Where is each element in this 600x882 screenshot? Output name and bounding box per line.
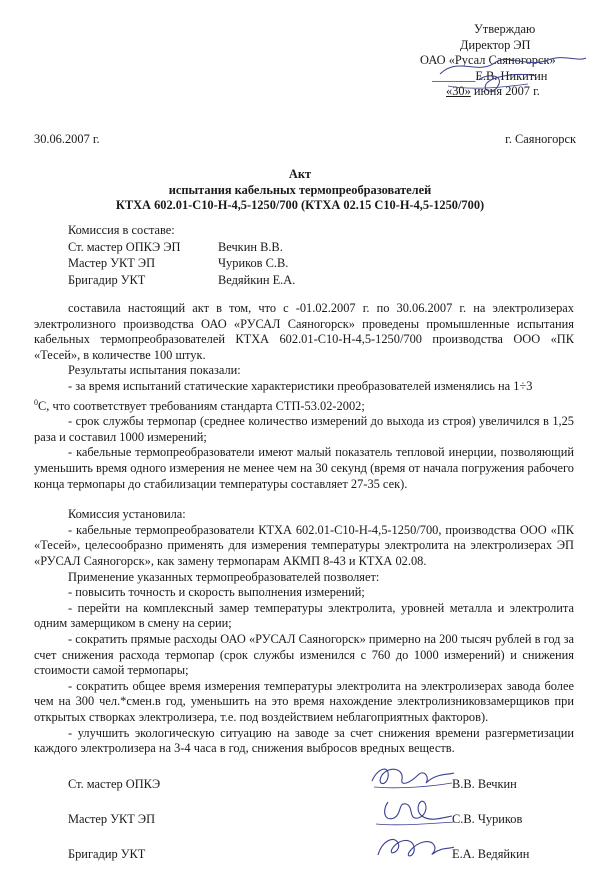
signature-row	[68, 847, 588, 882]
signer-name: С.В. Чуриков	[452, 812, 523, 826]
act-body	[34, 301, 574, 757]
signer-position: Бригадир УКТ	[68, 847, 146, 861]
degree-mark: 0	[34, 397, 38, 407]
results-heading: Результаты испытания показали:	[68, 363, 241, 378]
benefit-item: - сократить общее время измерения температуры электролита на электролизерах завода более чем на 300 чел.*смен.в год, уменьшить на это время нахождение электролизниковзамерщиков при открытых створках электролизера, т.е. под воздействием неблагоприятных факторов).	[34, 678, 574, 724]
benefit-item: - повысить точность и скорость выполнения измерений;	[68, 585, 365, 600]
member-name: Чуриков С.В.	[218, 256, 289, 270]
spacer	[34, 492, 574, 507]
handwritten-signature	[368, 831, 458, 865]
body-paragraph: составила настоящий акт в том, что с -01.02.2007 г. по 30.06.2007 г. на электролизерах электролизного производства ОАО «РУСАЛ Саяногорск» проведены промышленные испытания кабельных термопреобразователей КТХА 602.01-С10-Н-4,5-1250/700 производства ООО «ПК «Тесей», в количестве 100 штук.	[34, 301, 574, 362]
commission-member	[68, 255, 295, 272]
doc-title: Акт	[288, 167, 312, 181]
signer-name: Е.А. Ведяйкин	[452, 847, 530, 861]
commission-list	[68, 222, 295, 288]
director-signature	[438, 46, 588, 106]
member-role: Бригадир УКТ	[68, 272, 146, 287]
benefits-heading: Применение указанных термопреобразователей позволяет:	[68, 569, 380, 584]
member-name: Вечкин В.В.	[218, 239, 283, 254]
member-role: Ст. мастер ОПКЭ ЭП	[68, 239, 181, 254]
member-name: Ведяйкин Е.А.	[218, 272, 296, 287]
document-date: 30.06.2007 г.	[34, 132, 100, 146]
approval-month: июня	[473, 84, 503, 98]
benefit-item: - улучшить экологическую ситуацию на заводе за счет снижения времени разгерметизации каждого электролизера на 3-4 часа в год, снижения выбросов вредных веществ.	[34, 725, 574, 756]
finding-item: - кабельные термопреобразователи КТХА 602.01-С10-Н-4,5-1250/700, производства ООО «ПК «Тесей», целесообразно применять для измерения температуры электролита на электролизерах ЭП «РУСАЛ Саяногорск», как замену термопарам АКМП 8-43 и КТХА 02.08.	[34, 522, 574, 569]
benefit-item: - сократить прямые расходы ОАО «РУСАЛ Саяногорск» примерно на 200 тысяч рублей в год за счет снижения расхода термопар (срок службы изменился с 760 до 1000 измерений) и снижения стоимости самой термопары;	[34, 632, 574, 678]
result-item: - срок службы термопар (среднее количество измерений до выхода из строя) увеличился в 1,25 раза и составил 1000 измерений;	[34, 414, 574, 444]
result-text: - за время испытаний статические характеристики преобразователей изменялись на 1÷3	[68, 378, 533, 393]
doc-subtitle: испытания кабельных термопреобразователей	[168, 183, 432, 197]
result-item	[34, 379, 574, 414]
signer-position: Мастер УКТ ЭП	[68, 812, 156, 826]
result-text: С, что соответствует требованиям стандарта СТП-53.02-2002;	[38, 398, 365, 413]
approval-line-2: Директор ЭП	[460, 37, 531, 52]
handwritten-signature	[368, 761, 458, 795]
signature-block	[68, 777, 588, 882]
approval-day: «30»	[446, 84, 471, 98]
approval-year: 2007 г.	[505, 84, 540, 98]
commission-member	[68, 272, 295, 289]
signature-row	[68, 812, 588, 847]
doc-model: КТХА 602.01-С10-Н-4,5-1250/700 (КТХА 02.15 С10-Н-4,5-1250/700)	[115, 198, 485, 212]
findings-heading: Комиссия установила:	[68, 507, 186, 522]
signer-name: В.В. Вечкин	[452, 777, 517, 791]
benefit-item: - перейти на комплексный замер температуры электролита, уровней металла и электролита одним замерщиком в смену на серии;	[34, 600, 574, 631]
member-role: Мастер УКТ ЭП	[68, 256, 156, 270]
result-item: - кабельные термопреобразователи имеют малый показатель тепловой инерции, позволяющий уменьшить время одного измерения не менее чем на 30 секунд (время от начала погружения рабочего конца термопары до стабилизации температуры составляет 27-35 сек).	[34, 445, 574, 491]
commission-intro: Комиссия в составе:	[68, 223, 175, 237]
approval-line-4: _______Е.В. Никитин	[432, 68, 548, 83]
handwritten-signature	[368, 796, 458, 830]
approval-line-3: ОАО «Русал Саяногорск»	[420, 53, 556, 67]
signer-position: Ст. мастер ОПКЭ	[68, 777, 161, 791]
commission-member	[68, 239, 295, 256]
approval-line-1: Утверждаю	[474, 22, 536, 36]
document-city: г. Саяногорск	[505, 132, 576, 146]
signature-row	[68, 777, 588, 812]
